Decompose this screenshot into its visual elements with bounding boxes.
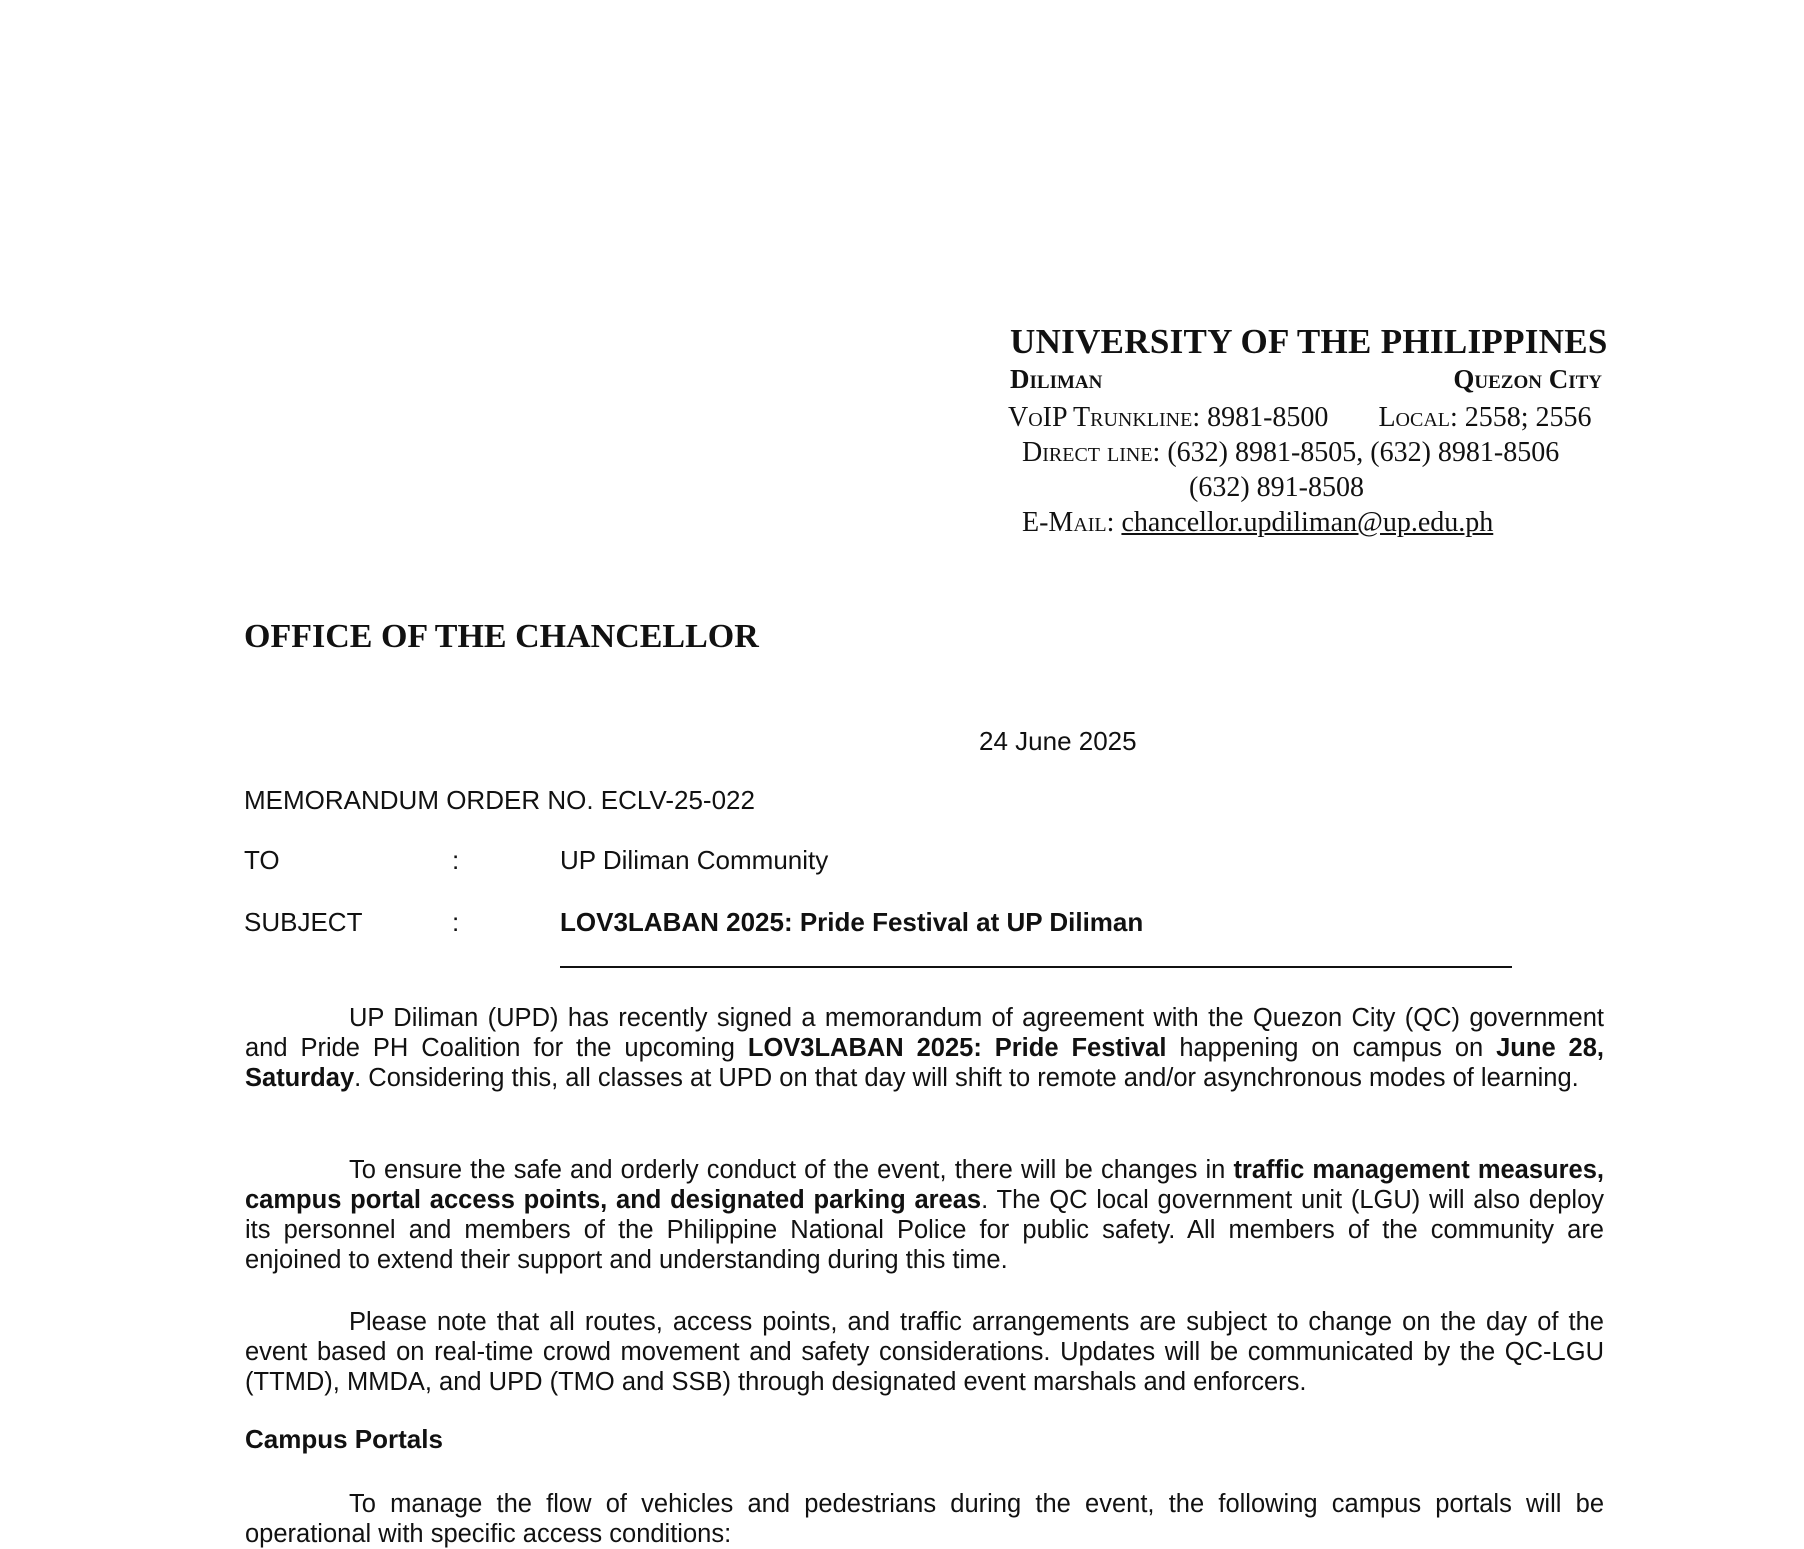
office-title: OFFICE OF THE CHANCELLOR bbox=[244, 618, 759, 655]
to-value: UP Diliman Community bbox=[560, 845, 829, 875]
to-label: TO bbox=[244, 845, 280, 875]
p1-event-name: LOV3LABAN 2025: Pride Festival bbox=[747, 1034, 1167, 1062]
to-colon: : bbox=[452, 845, 460, 875]
university-name: UNIVERSITY OF THE PHILIPPINES bbox=[1010, 322, 1608, 361]
paragraph-2 bbox=[245, 1155, 1604, 1275]
section-title-campus-portals: Campus Portals bbox=[245, 1424, 443, 1454]
campus-row bbox=[1010, 364, 1602, 400]
direct-label: Direct line: bbox=[1022, 437, 1161, 468]
paragraph-1 bbox=[245, 1003, 1604, 1093]
subject-underline bbox=[560, 966, 1512, 968]
memo-date: 24 June 2025 bbox=[979, 726, 1137, 756]
to-row bbox=[244, 845, 1644, 879]
p1-text-e: . Considering this, all classes at UPD on that day will shift to remote and/or asynchronous modes of learning. bbox=[354, 1064, 1579, 1092]
p2-text-a: To ensure the safe and orderly conduct of the event, there will be changes in bbox=[349, 1156, 1234, 1184]
email-line bbox=[1022, 505, 1602, 540]
city-name: Quezon City bbox=[1453, 364, 1602, 394]
subject-value: LOV3LABAN 2025: Pride Festival at UP Diliman bbox=[560, 907, 1144, 937]
paragraph-4: To manage the flow of vehicles and pedestrians during the event, the following campus portals will be operational with specific access conditions: bbox=[245, 1490, 1604, 1548]
direct-value-2: (632) 891-8508 bbox=[1189, 472, 1364, 503]
direct-line bbox=[1022, 435, 1602, 470]
letterhead bbox=[1008, 322, 1608, 540]
email-link[interactable]: chancellor.updiliman@up.edu.ph bbox=[1121, 507, 1494, 538]
subject-colon: : bbox=[452, 907, 460, 937]
paragraph-3: Please note that all routes, access points, and traffic arrangements are subject to change on the day of the event based on real-time crowd movement and safety considerations. Updates will be communicated by the QC-LGU (TTMD), MMDA, and UPD (TMO and SSB) through designated event marshals and enforcers. bbox=[245, 1308, 1604, 1396]
subject-row bbox=[244, 907, 1644, 941]
memo-number: MEMORANDUM ORDER NO. ECLV-25-022 bbox=[244, 785, 755, 815]
voip-line bbox=[1008, 400, 1602, 435]
campus-name: Diliman bbox=[1010, 364, 1103, 394]
direct-line-2 bbox=[1189, 470, 1602, 505]
direct-value: (632) 8981-8505, (632) 8981-8506 bbox=[1167, 437, 1560, 468]
email-label: E-Mail: bbox=[1022, 507, 1115, 538]
p1-text-a: UP Diliman (UPD) has recently signed a memorandum of agreement with the Quezon City (QC) government and Pride PH Coalition for the upcoming bbox=[245, 1004, 1604, 1062]
p1-event-date: June 28, Saturday bbox=[245, 1034, 1604, 1092]
p2-text-c: . The QC local government unit (LGU) will also deploy its personnel and members of the Philippine National Police for public safety. All members of the community are enjoined to extend their support and understanding during this time. bbox=[245, 1186, 1604, 1274]
local-value: 2558; 2556 bbox=[1464, 402, 1592, 433]
local-label: Local: bbox=[1378, 402, 1458, 433]
voip-value: 8981-8500 bbox=[1207, 402, 1329, 433]
p2-emphasis: traffic management measures, campus portal access points, and designated parking areas bbox=[245, 1156, 1604, 1214]
voip-label: VoIP Trunkline: bbox=[1008, 402, 1201, 433]
subject-label: SUBJECT bbox=[244, 907, 363, 937]
p1-text-c: happening on campus on bbox=[1166, 1034, 1497, 1062]
